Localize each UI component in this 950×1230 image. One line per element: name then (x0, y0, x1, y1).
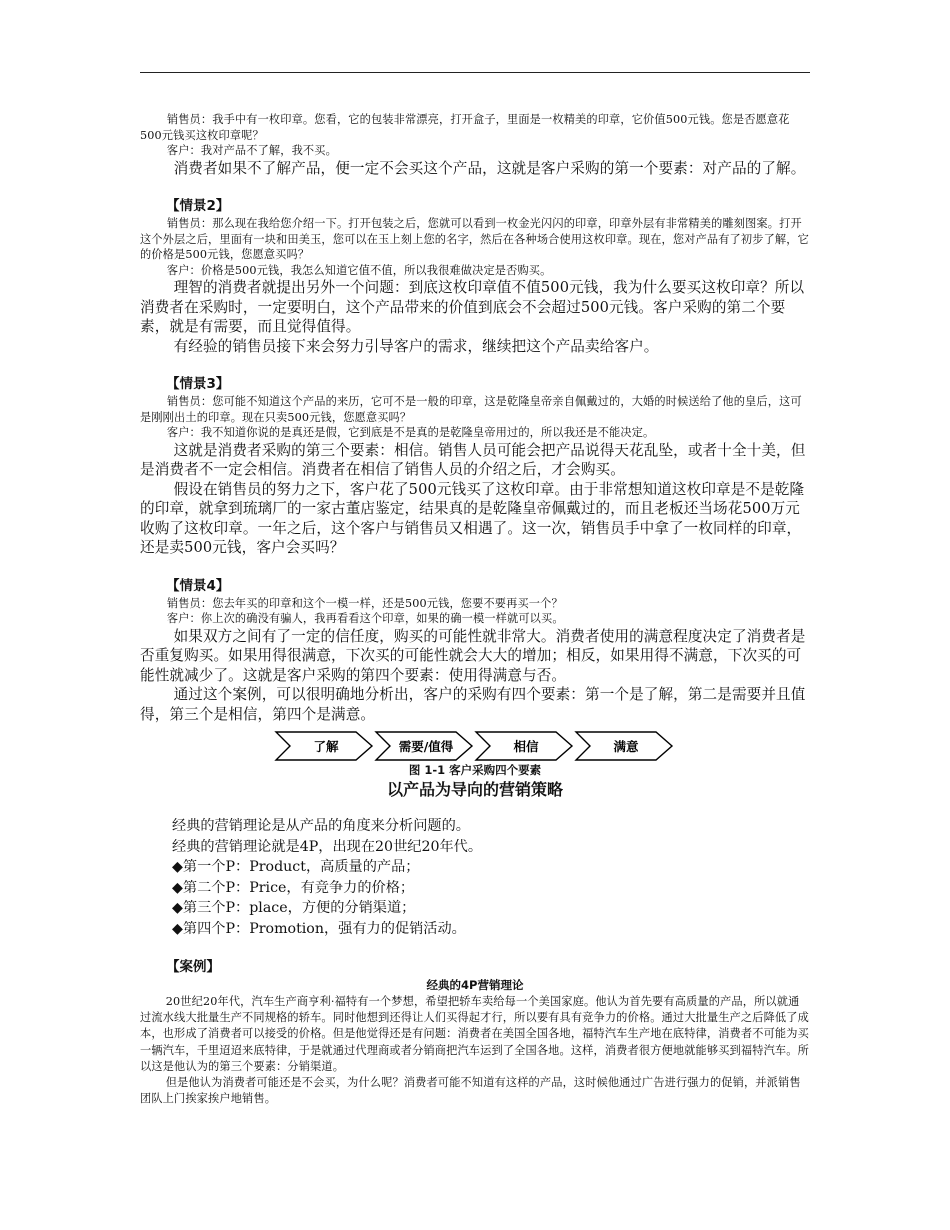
scene4-seller-line: 销售员：您去年买的印章和这个一模一样，还是500元钱，您要不要再买一个？ (166, 596, 563, 610)
scene2-customer-line: 客户：价格是500元钱，我怎么知道它值不值，所以我很难做决定是否购买。 (166, 263, 552, 277)
step-label-3: 相信 (513, 739, 539, 754)
scene3-commentary-2: 假设在销售员的努力之下，客户花了500元钱买了这枚印章。由于非常想知道这枚印章是不是乾隆的印章，就拿到琉璃厂的一家古董店鉴定，结果真的是乾隆皇帝佩戴过的，而且老板还当场花500万元收购了这枚印章。一年之后，这个客户与销售员又相遇了。这一次，销售员手中拿了一枚同样的印章，还是卖500元钱，客户会买吗？ (140, 480, 805, 556)
scene4-customer-line: 客户：你上次的确没有骗人，我再看看这个印章，如果的确一模一样就可以买。 (166, 612, 564, 625)
scene2-commentary-2: 有经验的销售员接下来会努力引导客户的需求，继续把这个产品卖给客户。 (173, 337, 659, 355)
case-paragraph-1: 20世纪20年代，汽车生产商亨利·福特有一个梦想，希望把轿车卖给每一个美国家庭。他认为首先要有高质量的产品，所以就通过流水线大批量生产不同规格的轿车。同时他想到还得让人们买得起才行，所以要有具有竞争力的价格。通过大批量生产之后降低了成本，也形成了消费者可以接受的价格。但是他觉得还是有问题：消费者在美国全国各地，福特汽车生产地在底特律，消费者不可能为买一辆汽车，千里迢迢来底特律，于是就通过代理商或者分销商把汽车运到了全国各地。这样，消费者很方便地就能够买到福特汽车。所以这是他认为的第三个要素：分销渠道。 (140, 995, 809, 1073)
p-item-place: ◆第三个P：place，方便的分销渠道； (172, 900, 416, 916)
scene4-heading: 【情景4】 (166, 577, 230, 594)
p-item-product: ◆第一个P：Product，高质量的产品； (172, 859, 420, 875)
scene2-commentary: 理智的消费者就提出另外一个问题：到底这枚印章值不值500元钱，我为什么要买这枚印章？所以消费者在采购时，一定要明白，这个产品带来的价值到底会不会超过500元钱。客户采购的第二个要素，就是有需要，而且觉得值得。 (140, 279, 805, 335)
scene1-seller-line: 销售员：我手中有一枚印章。您看，它的包装非常漂亮，打开盒子，里面是一枚精美的印章，它价值500元钱。您是否愿意花500元钱买这枚印章呢？ (140, 113, 790, 142)
scene1-customer-line: 客户：我对产品不了解，我不买。 (166, 144, 337, 157)
document-page (140, 112, 810, 1107)
section-intro-2: 经典的营销理论就是4P，出现在20世纪20年代。 (172, 838, 483, 855)
p-item-price: ◆第二个P：Price，有竞争力的价格； (172, 879, 415, 896)
section-intro-1: 经典的营销理论是从产品的角度来分析问题的。 (172, 818, 470, 834)
section-title: 以产品为导向的营销策略 (386, 780, 563, 799)
step-label-4: 满意 (613, 739, 639, 754)
scene2-seller-line: 销售员：那么现在我给您介绍一下。打开包装之后，您就可以看到一枚金光闪闪的印章，印章外层有非常精美的雕刻图案。打开这个外层之后，里面有一块和田美玉，您可以在玉上刻上您的名字，然后在各种场合使用这枚印章。现在，您对产品有了初步了解，它的价格是500元钱，您愿意买吗？ (140, 217, 809, 261)
scene4-commentary: 如果双方之间有了一定的信任度，购买的可能性就非常大。消费者使用的满意程度决定了消费者是否重复购买。如果用得很满意，下次买的可能性就会大大的增加；相反，如果用得不满意，下次买的可能性就减少了。这就是客户采购的第四个要素：使用得满意与否。 (140, 627, 806, 684)
scene2-heading: 【情景2】 (166, 198, 230, 214)
scene3-heading: 【情景3】 (166, 376, 230, 392)
step-label-1: 了解 (313, 739, 339, 754)
header-rule (140, 72, 810, 73)
scene3-commentary: 这就是消费者采购的第三个要素：相信。销售人员可能会把产品说得天花乱坠，或者十全十美，但是消费者不一定会相信。消费者在相信了销售人员的介绍之后，才会购买。 (140, 441, 806, 478)
figure-caption: 图 1-1 客户采购四个要素 (408, 763, 542, 777)
case-heading: 【案例】 (166, 959, 220, 975)
case-paragraph-2: 但是他认为消费者可能还是不会买，为什么呢？消费者可能不知道有这样的产品，这时候他通过广告进行强力的促销，并派销售团队上门挨家挨户地销售。 (140, 1076, 801, 1106)
case-title: 经典的4P营销理论 (426, 978, 524, 992)
scene3-seller-line: 销售员：您可能不知道这个产品的来历，它可不是一般的印章，这是乾隆皇帝亲自佩戴过的，大婚的时候送给了他的皇后，这可是刚刚出土的印章。现在只卖500元钱，您愿意买吗？ (140, 395, 802, 424)
scene1-commentary: 消费者如果不了解产品，便一定不会买这个产品，这就是客户采购的第一个要素：对产品的了解。 (173, 159, 806, 177)
purchase-factors-diagram (274, 730, 676, 762)
step-label-2: 需要/值得 (398, 739, 454, 754)
scene4-commentary-2: 通过这个案例，可以很明确地分析出，客户的采购有四个要素：第一个是了解，第二是需要并且值得，第三个是相信，第四个是满意。 (140, 686, 806, 723)
p-item-promotion: ◆第四个P：Promotion，强有力的促销活动。 (172, 920, 466, 937)
scene3-customer-line: 客户：我不知道你说的是真还是假，它到底是不是真的是乾隆皇帝用过的，所以我还是不能决定。 (166, 426, 655, 439)
